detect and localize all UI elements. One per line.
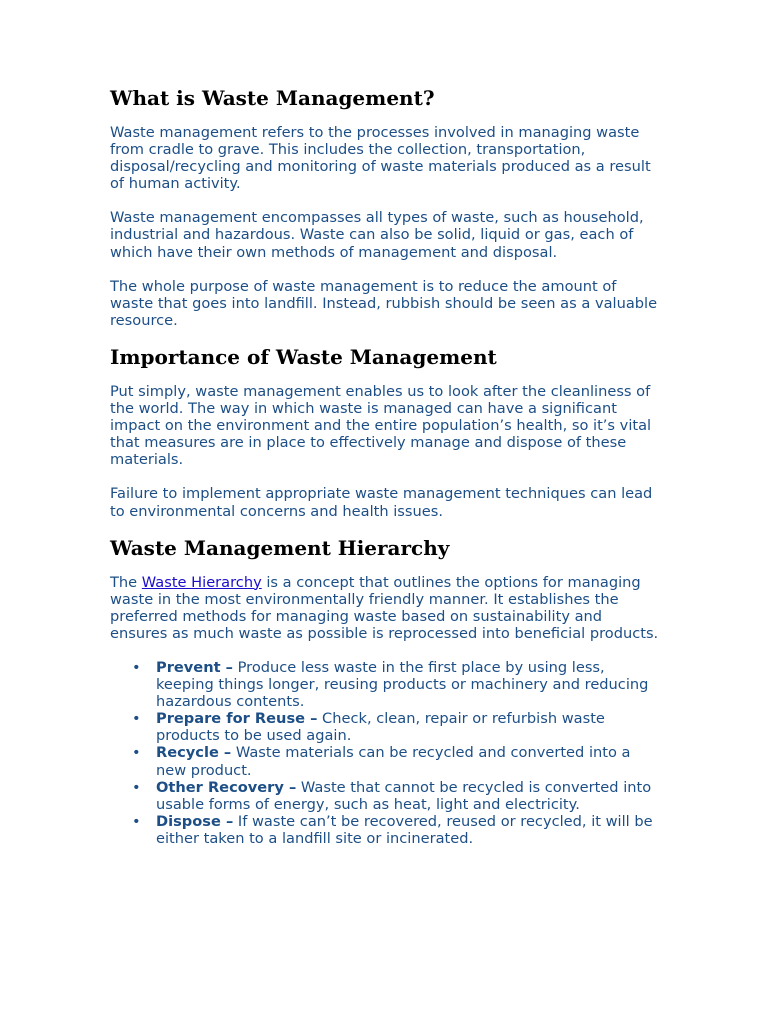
heading-waste-management-hierarchy: Waste Management Hierarchy (110, 535, 450, 560)
paragraph: Put simply, waste management enables us to look after the cleanliness of the world. The way in which waste is managed can have a significant impact on the environment and the entire population’s health, so it’s vital that measures are in place to effectively manage and dispose of these materials. (110, 382, 652, 469)
list-item-text: Waste that cannot be recycled is converted into usable forms of energy, such as heat, light and electricity. (156, 778, 652, 813)
heading-importance-of-waste-management: Importance of Waste Management (110, 344, 497, 369)
list-item-recycle (132, 744, 662, 779)
paragraph: Failure to implement appropriate waste management techniques can lead to environmental concerns and health issues. (110, 485, 653, 520)
document-page (110, 86, 662, 847)
bullet-icon: • (132, 778, 141, 796)
list-item-text: Produce less waste in the first place by using less, keeping things longer, reusing products or machinery and reducing hazardous contents. (156, 658, 649, 711)
list-item-prevent (132, 658, 662, 711)
bullet-icon: • (132, 812, 141, 830)
paragraph: Waste management encompasses all types of waste, such as household, industrial and hazardous. Waste can also be solid, liquid or gas, each of which have their own methods of management and disposal. (110, 209, 644, 261)
paragraph: The whole purpose of waste management is to reduce the amount of waste that goes into landfill. Instead, rubbish should be seen as a valuable resource. (110, 277, 658, 329)
list-item-term: Prevent – (156, 658, 233, 676)
list-item-term: Other Recovery – (156, 778, 297, 796)
list-item-prepare-for-reuse (132, 710, 662, 745)
hierarchy-intro-paragraph (110, 574, 662, 642)
hierarchy-list (110, 659, 662, 847)
list-item-other-recovery (132, 778, 662, 813)
intro-text-before-link: The (110, 573, 142, 591)
paragraph: Waste management refers to the processes involved in managing waste from cradle to grave. This includes the collection, transportation, disposal/recycling and monitoring of waste materials produced as a result of human activity. (110, 124, 651, 193)
waste-hierarchy-link[interactable]: Waste Hierarchy (141, 573, 262, 591)
list-item-text: Waste materials can be recycled and converted into a new product. (156, 744, 631, 779)
list-item-text: Check, clean, repair or refurbish waste products to be used again. (156, 710, 605, 745)
list-item-dispose (132, 812, 662, 847)
intro-text-after-link: is a concept that outlines the options for managing waste in the most environmentally friendly manner. It establishes the preferred methods for managing waste based on sustainability and ensures as much waste as possible is reprocessed into beneficial products. (110, 573, 659, 642)
list-item-term: Recycle – (156, 744, 232, 762)
bullet-icon: • (132, 744, 141, 762)
bullet-icon: • (132, 710, 141, 728)
list-item-term: Dispose – (156, 812, 234, 830)
list-item-text: If waste can’t be recovered, reused or recycled, it will be either taken to a landfill site or incinerated. (156, 812, 653, 847)
bullet-icon: • (132, 658, 141, 676)
heading-what-is-waste-management: What is Waste Management? (110, 86, 435, 110)
list-item-term: Prepare for Reuse – (156, 710, 318, 728)
